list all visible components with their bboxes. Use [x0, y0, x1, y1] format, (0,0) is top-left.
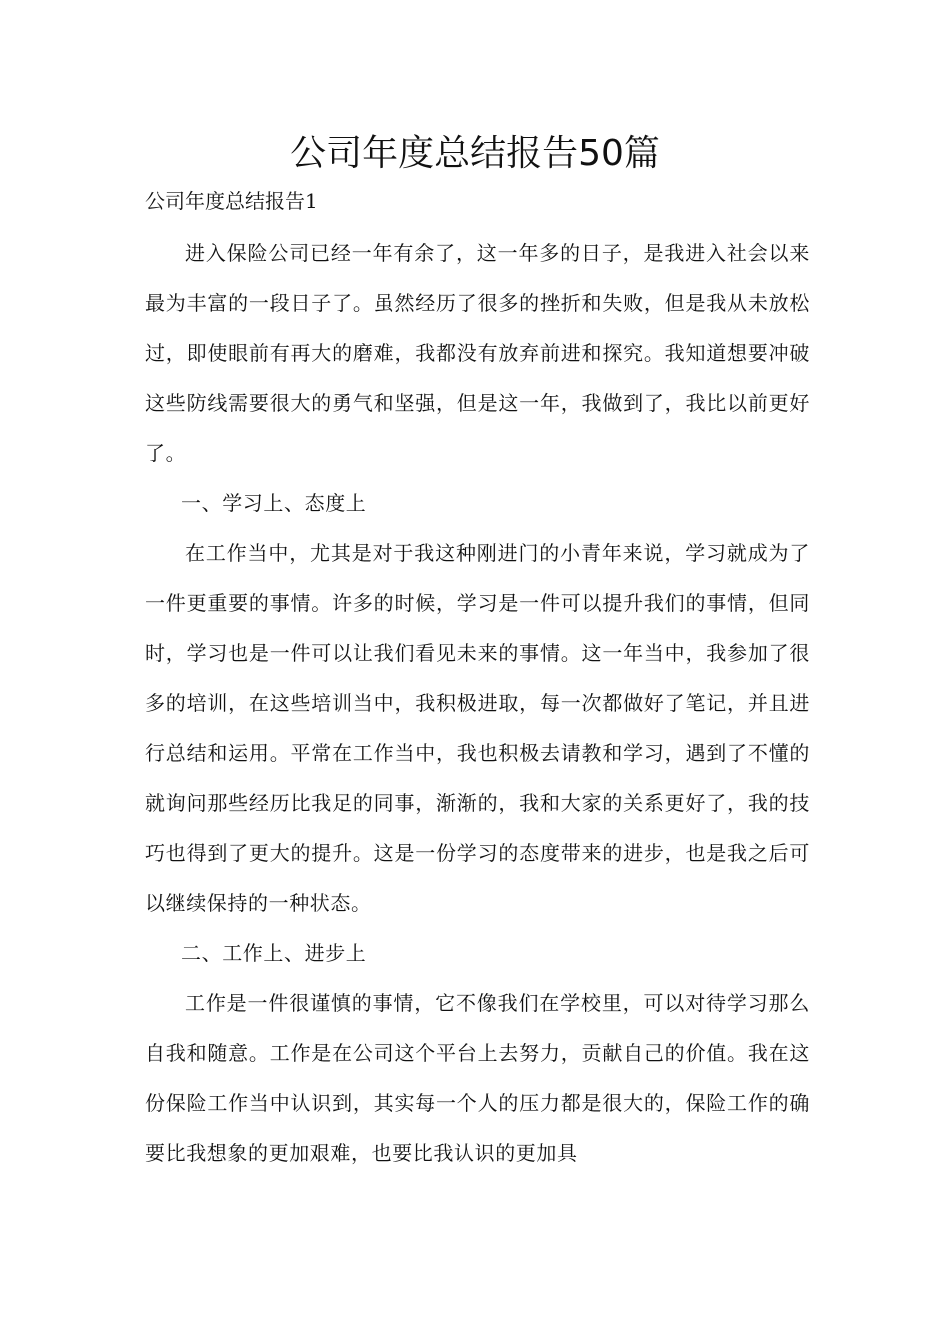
document-title: 公司年度总结报告50篇 [290, 133, 660, 174]
section-heading-work: 二、工作上、进步上 [181, 941, 367, 965]
paragraph-study: 在工作当中，尤其是对于我这种刚进门的小青年来说，学习就成为了一件更重要的事情。许多的时候，学习是一件可以提升我们的事情，但同时，学习也是一件可以让我们看见未来的事情。这一年当中，我参加了很多的培训，在这些培训当中，我积极进取，每一次都做好了笔记，并且进行总结和运用。平常在工作当中，我也积极去请教和学习，遇到了不懂的就询问那些经历比我足的同事，渐渐的，我和大家的关系更好了，我的技巧也得到了更大的提升。这是一份学习的态度带来的进步，也是我之后可以继续保持的一种状态。 [145, 541, 810, 915]
document-body [145, 228, 810, 1178]
paragraph-work: 工作是一件很谨慎的事情，它不像我们在学校里，可以对待学习那么自我和随意。工作是在公司这个平台上去努力，贡献自己的价值。我在这份保险工作当中认识到，其实每一个人的压力都是很大的，保险工作的确要比我想象的更加艰难，也要比我认识的更加具 [145, 991, 810, 1165]
section-subtitle: 公司年度总结报告1 [145, 189, 318, 213]
paragraph-intro: 进入保险公司已经一年有余了，这一年多的日子，是我进入社会以来最为丰富的一段日子了。虽然经历了很多的挫折和失败，但是我从未放松过，即使眼前有再大的磨难，我都没有放弃前进和探究。我知道想要冲破这些防线需要很大的勇气和坚强，但是这一年，我做到了，我比以前更好了。 [145, 241, 810, 465]
section-heading-study: 一、学习上、态度上 [181, 491, 367, 515]
